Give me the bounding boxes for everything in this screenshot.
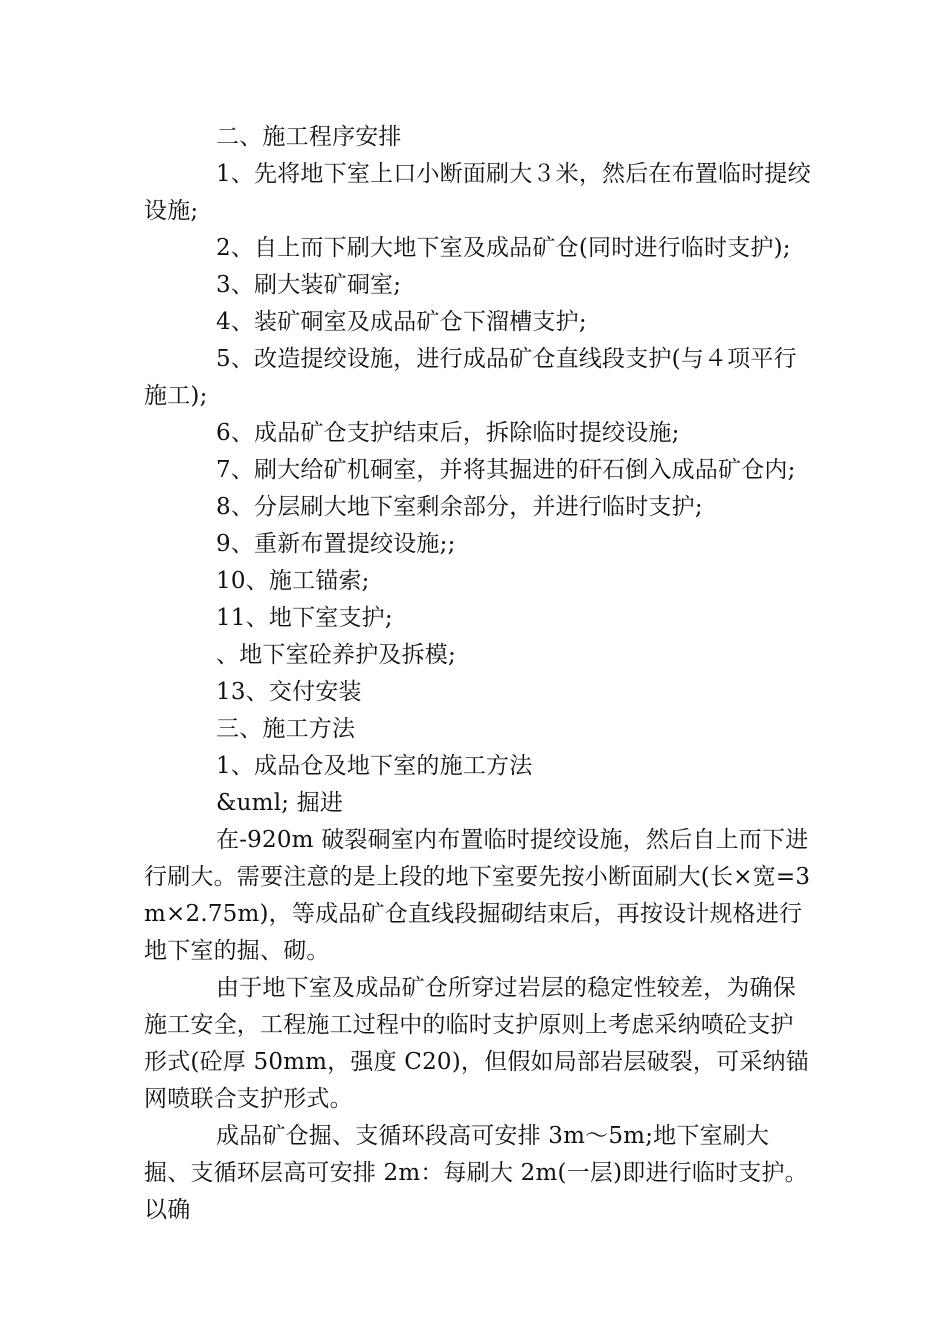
body-paragraph: 由于地下室及成品矿仓所穿过岩层的稳定性较差，为确保施工安全，工程施工过程中的临时支护原则上考虑采纳喷砼支护形式(砼厚 50mm，强度 C20)，但假如局部岩层破裂，可采纳锚网喷联合支护形式。 bbox=[144, 975, 809, 1112]
step-item-11: 11、地下室支护; bbox=[216, 605, 393, 631]
step-item-1: 1、先将地下室上口小断面刷大３米，然后在布置临时提绞设施; bbox=[144, 161, 811, 224]
step-item-6: 6、成品矿仓支护结束后，拆除临时提绞设施; bbox=[216, 420, 680, 446]
step-item-13: 13、交付安装 bbox=[216, 679, 362, 705]
step-item-12: 、地下室砼养护及拆模; bbox=[216, 642, 456, 668]
section-heading-construction-method: 三、施工方法 bbox=[216, 716, 356, 742]
step-item-8: 8、分层刷大地下室剩余部分，并进行临时支护; bbox=[216, 494, 703, 520]
subsection-heading-excavation: &uml; 掘进 bbox=[216, 790, 344, 816]
body-paragraph: 在-920m 破裂硐室内布置临时提绞设施，然后自上而下进行刷大。需要注意的是上段的地下室要先按小断面刷大(长×宽=3m×2.75m)，等成品矿仓直线段掘砌结束后，再按设计规格进行地下室的掘、砌。 bbox=[144, 827, 811, 964]
step-item-2: 2、自上而下刷大地下室及成品矿仓(同时进行临时支护); bbox=[216, 235, 791, 261]
step-item-3: 3、刷大装矿硐室; bbox=[216, 272, 402, 298]
step-item-4: 4、装矿硐室及成品矿仓下溜槽支护; bbox=[216, 309, 587, 335]
section-heading-construction-sequence: 二、施工程序安排 bbox=[216, 124, 402, 150]
step-item-10: 10、施工锚索; bbox=[216, 568, 370, 594]
subsection-heading: 1、成品仓及地下室的施工方法 bbox=[216, 753, 533, 779]
step-item-5: 5、改造提绞设施，进行成品矿仓直线段支护(与４项平行施工); bbox=[144, 346, 797, 409]
body-paragraph: 成品矿仓掘、支循环段高可安排 3m～5m;地下室刷大掘、支循环层高可安排 2m：每刷大 2m(一层)即进行临时支护。以确 bbox=[144, 1123, 808, 1223]
document-body bbox=[144, 119, 814, 1229]
step-item-9: 9、重新布置提绞设施;; bbox=[216, 531, 456, 557]
step-item-7: 7、刷大给矿机硐室，并将其掘进的矸石倒入成品矿仓内; bbox=[216, 457, 796, 483]
